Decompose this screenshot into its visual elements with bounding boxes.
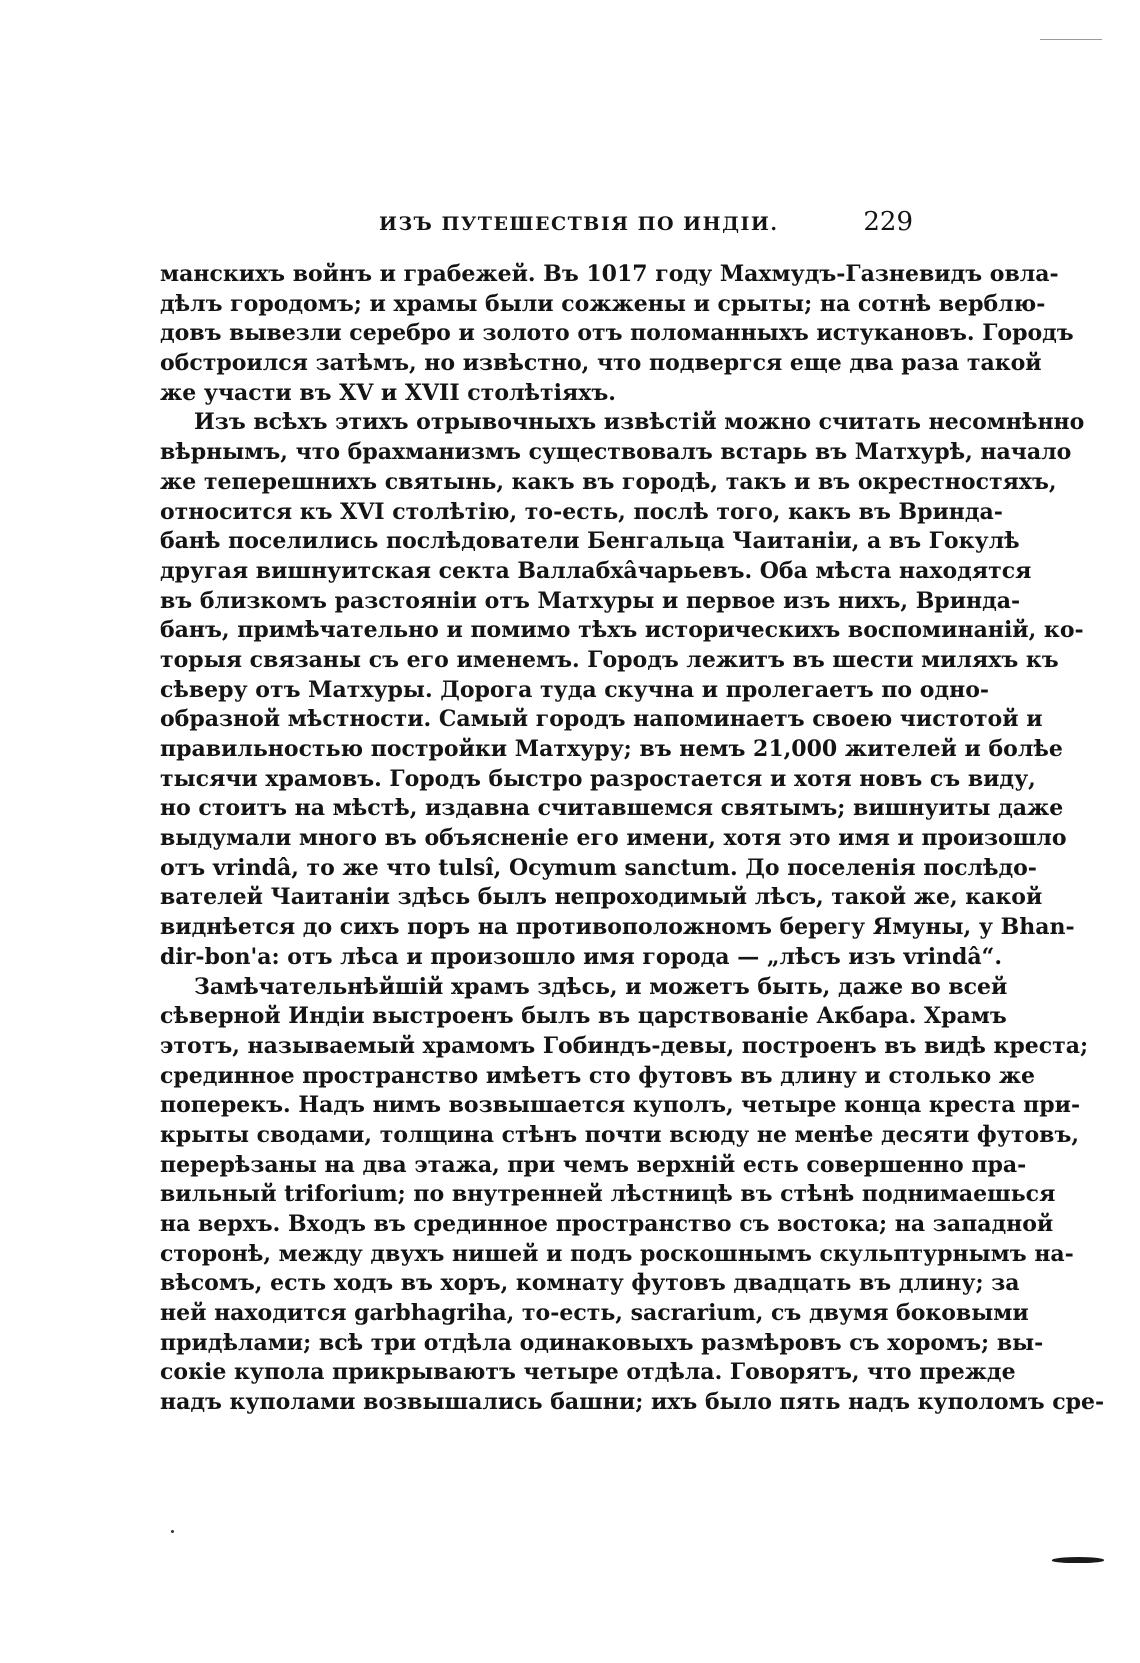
text-line: вильный triforium; по внутренней лѣстницѣ въ стѣнѣ поднимаешься <box>160 1181 1056 1208</box>
text-line: торыя связаны съ его именемъ. Городъ лежитъ въ шести миляхъ къ <box>160 646 1059 673</box>
text-line: виднѣется до сихъ поръ на противоположномъ берегу Ямуны, у Bhan- <box>160 914 1075 941</box>
text-line: обстроился затѣмъ, но извѣстно, что подвергся еще два раза такой <box>160 350 1042 377</box>
text-line: другая вишнуитская секта Валлабхâчарьевъ. Оба мѣста находятся <box>160 557 1032 584</box>
text-line: манскихъ войнъ и грабежей. Въ 1017 году Махмудъ-Газневидъ овла- <box>160 261 1059 287</box>
running-title: ИЗЪ ПУТЕШЕСТВІЯ ПО ИНДІИ. <box>379 213 779 235</box>
text-line: тысячи храмовъ. Городъ быстро разростается и хотя новъ съ виду, <box>160 765 1036 792</box>
page-number: 229 <box>863 207 913 237</box>
body-text <box>160 260 1105 1418</box>
text-line: поперекъ. Надъ нимъ возвышается куполъ, четыре конца креста при- <box>160 1092 1081 1119</box>
text-line: сѣверной Индіи выстроенъ былъ въ царствованіе Акбара. Храмъ <box>160 1003 1007 1030</box>
text-line: перерѣзаны на два этажа, при чемъ верхній есть совершенно пра- <box>160 1151 1027 1178</box>
scan-speck <box>171 1530 174 1533</box>
text-line: сторонѣ, между двухъ нишей и подъ роскошнымъ скульптурнымъ на- <box>160 1240 1074 1267</box>
text-line: отъ vrindâ, то же что tulsî, Ocymum sanctum. До поселенія послѣдо- <box>160 854 1037 881</box>
text-line: банъ, примѣчательно и помимо тѣхъ историческихъ воспоминаній, ко- <box>160 617 1084 644</box>
page-header <box>160 205 913 245</box>
text-line: довъ вывезли серебро и золото отъ поломанныхъ истукановъ. Городъ <box>160 320 1074 347</box>
text-line: этотъ, называемый храмомъ Гобиндъ-девы, построенъ въ видѣ креста; <box>160 1032 1089 1059</box>
text-line: на верхъ. Входъ въ срединное пространство съ востока; на западной <box>160 1211 1054 1237</box>
text-line: надъ куполами возвышались башни; ихъ было пять надъ куполомъ сре- <box>160 1389 1105 1416</box>
text-line: образной мѣстности. Самый городъ напоминаетъ своею чистотой и <box>160 706 1043 733</box>
scan-edge-rule <box>1040 39 1102 40</box>
text-line: крыты сводами, толщина стѣнъ почти всюду не менѣе десяти футовъ, <box>160 1121 1079 1148</box>
text-line: dir-bon'a: отъ лѣса и произошло имя города — „лѣсъ изъ vrindâ“. <box>160 943 1002 970</box>
text-line: выдумали много въ объясненіе его имени, хотя это имя и произошло <box>160 825 1067 852</box>
text-line: придѣлами; всѣ три отдѣла одинаковыхъ размѣровъ съ хоромъ; вы- <box>160 1329 1044 1356</box>
text-line: сѣверу отъ Матхуры. Дорога туда скучна и пролегаетъ по одно- <box>160 676 989 703</box>
text-line: правильностью постройки Матхуру; въ немъ 21,000 жителей и болѣе <box>160 736 1063 762</box>
text-line: же теперешнихъ святынь, какъ въ городѣ, такъ и въ окрестностяхъ, <box>160 468 1057 495</box>
text-line: дѣлъ городомъ; и храмы были сожжены и срыты; на сотнѣ верблю- <box>160 290 1046 317</box>
text-line: Замѣчательнѣйшій храмъ здѣсь, и можетъ быть, даже во всей <box>194 973 1008 1000</box>
text-line: вѣрнымъ, что брахманизмъ существовалъ встарь въ Матхурѣ, начало <box>160 439 1072 466</box>
scan-edge-mark <box>1051 1557 1104 1563</box>
text-line: же участи въ XV и XVII столѣтіяхъ. <box>160 379 616 406</box>
text-line: срединное пространство имѣетъ сто футовъ въ длину и столько же <box>160 1062 1036 1089</box>
text-line: но стоитъ на мѣстѣ, издавна считавшемся святымъ; вишнуиты даже <box>160 795 1064 822</box>
text-line: ней находится garbhagriha, то-есть, sacrarium, съ двумя боковыми <box>160 1300 1029 1327</box>
text-line: сокіе купола прикрываютъ четыре отдѣла. Говорятъ, что прежде <box>160 1359 1016 1386</box>
text-line: Изъ всѣхъ этихъ отрывочныхъ извѣстій можно считать несомнѣнно <box>194 409 1085 436</box>
text-line: банѣ поселились послѣдователи Бенгальца Чаитаніи, а въ Гокулѣ <box>160 528 1020 555</box>
text-line: вателей Чаитаніи здѣсь былъ непроходимый лѣсъ, такой же, какой <box>160 884 1043 911</box>
text-line: въ близкомъ разстояніи отъ Матхуры и первое изъ нихъ, Вринда- <box>160 587 1021 614</box>
text-line: относится къ XVI столѣтію, то-есть, послѣ того, какъ въ Вринда- <box>160 498 1003 525</box>
text-line: вѣсомъ, есть ходъ въ хоръ, комнату футовъ двадцать въ длину; за <box>160 1270 1020 1297</box>
